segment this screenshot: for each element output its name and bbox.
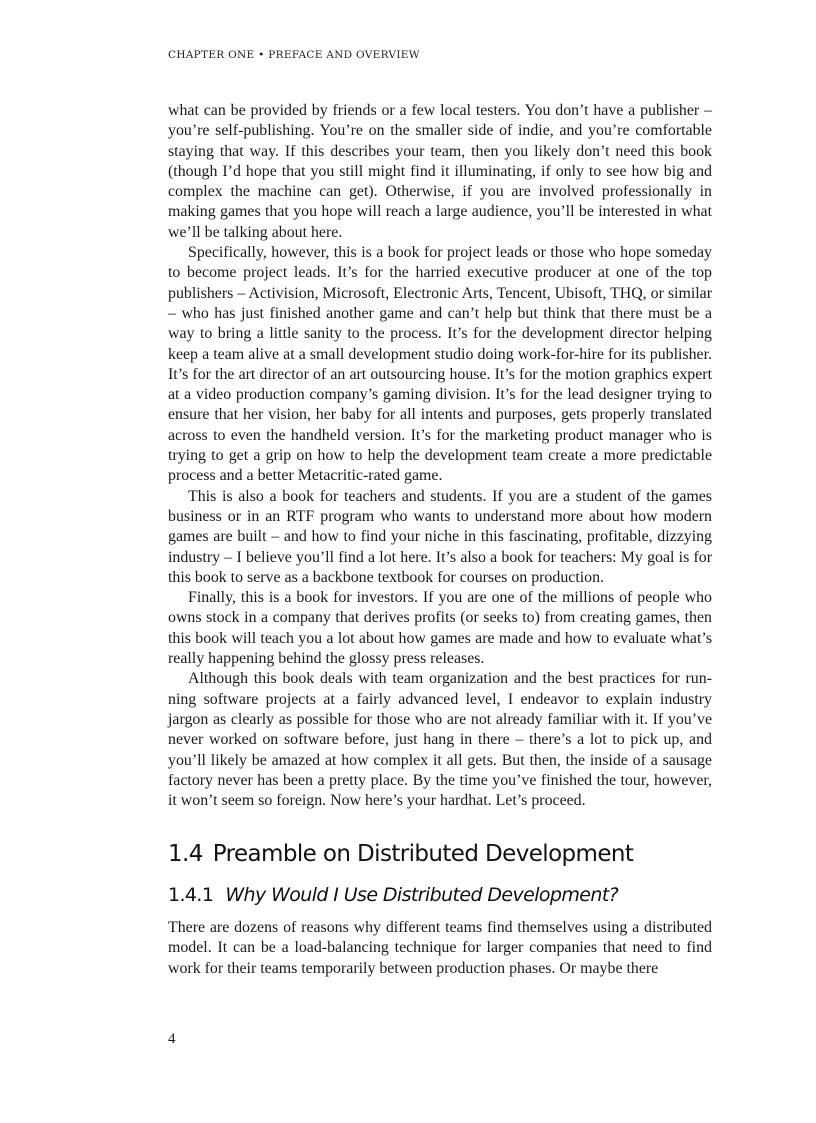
section-heading <box>168 841 633 867</box>
paragraph-distributed-reasons: There are dozens of reasons why different teams find themselves using a distributed model. It can be a load-balancing technique for larger companies that need to find work for their teams temporarily between production phases. Or maybe there <box>168 919 712 977</box>
running-head: CHAPTER ONE • PREFACE AND OVERVIEW <box>168 49 420 61</box>
section-title: Preamble on Distributed Development <box>212 841 634 867</box>
body-text <box>168 101 712 811</box>
subsection-title: Why Would I Use Distributed Development? <box>225 884 619 906</box>
paragraph-teachers-students: This is also a book for teachers and students. If you are a student of the games business or in an RTF program who wants to understand more about how modern games are built – and how to find your niche in this fascinating, profitable, dizzying industry – I believe you’ll find a lot here. It’s also a book for teachers: My goal is for this book to serve as a backbone textbook for courses on production. <box>168 487 712 586</box>
paragraph-continuation: what can be provided by friends or a few local testers. You don’t have a publisher – you’re self-publishing. You’re on the smaller side of indie, and you’re comfortable staying that way. If this describes your team, then you likely don’t need this book (though I’d hope that you still might find it illuminating, if only to see how big and complex the machine can get). Otherwise, if you are involved professionally in making games that you hope will reach a large audience, you’ll be interested in what we’ll be talking about here. <box>168 102 712 241</box>
paragraph-project-leads: Specifically, however, this is a book for project leads or those who hope someday to become project leads. It’s for the harried executive producer at one of the top publishers – Activision, Microsoft, Electronic Arts, Tencent, Ubisoft, THQ, or similar – who has just finished another game and can’t help but think that there must be a way to bring a little sanity to the process. It’s for the development director helping keep a team alive at a small development studio doing work-for-hire for its publisher. It’s for the art director of an art outsourcing house. It’s for the motion graphics expert at a video production company’s gaming division. It’s for the lead designer trying to ensure that her vision, her baby for all intents and purposes, gets properly translated across to even the handheld version. It’s for the marketing product manager who is trying to get a grip on how to help the development team create a more predictable process and a better Metacritic-rated game. <box>168 244 712 485</box>
paragraph-investors: Finally, this is a book for investors. If you are one of the millions of people who owns stock in a company that derives profits (or seeks to) from creating games, then this book will teach you a lot about how games are made and how to evaluate what’s really happening behind the glossy press releases. <box>168 589 712 668</box>
section-number: 1.4 <box>168 841 203 867</box>
page-number: 4 <box>168 1031 176 1047</box>
subsection-number: 1.4.1 <box>168 884 214 906</box>
subsection-heading <box>168 884 618 906</box>
paragraph-jargon: Although this book deals with team organization and the best practices for running software projects at a fairly advanced level, I endeavor to explain industry jargon as clearly as possible for those who are not already familiar with it. If you’ve never worked on software before, just hang in there – there’s a lot to pick up, and you’ll likely be amazed at how complex it all gets. But then, the inside of a sausage factory never has been a pretty place. By the time you’ve finished the tour, however, it won’t seem so foreign. Now here’s your hardhat. Let’s proceed. <box>168 670 712 810</box>
section-body-text <box>168 918 712 979</box>
